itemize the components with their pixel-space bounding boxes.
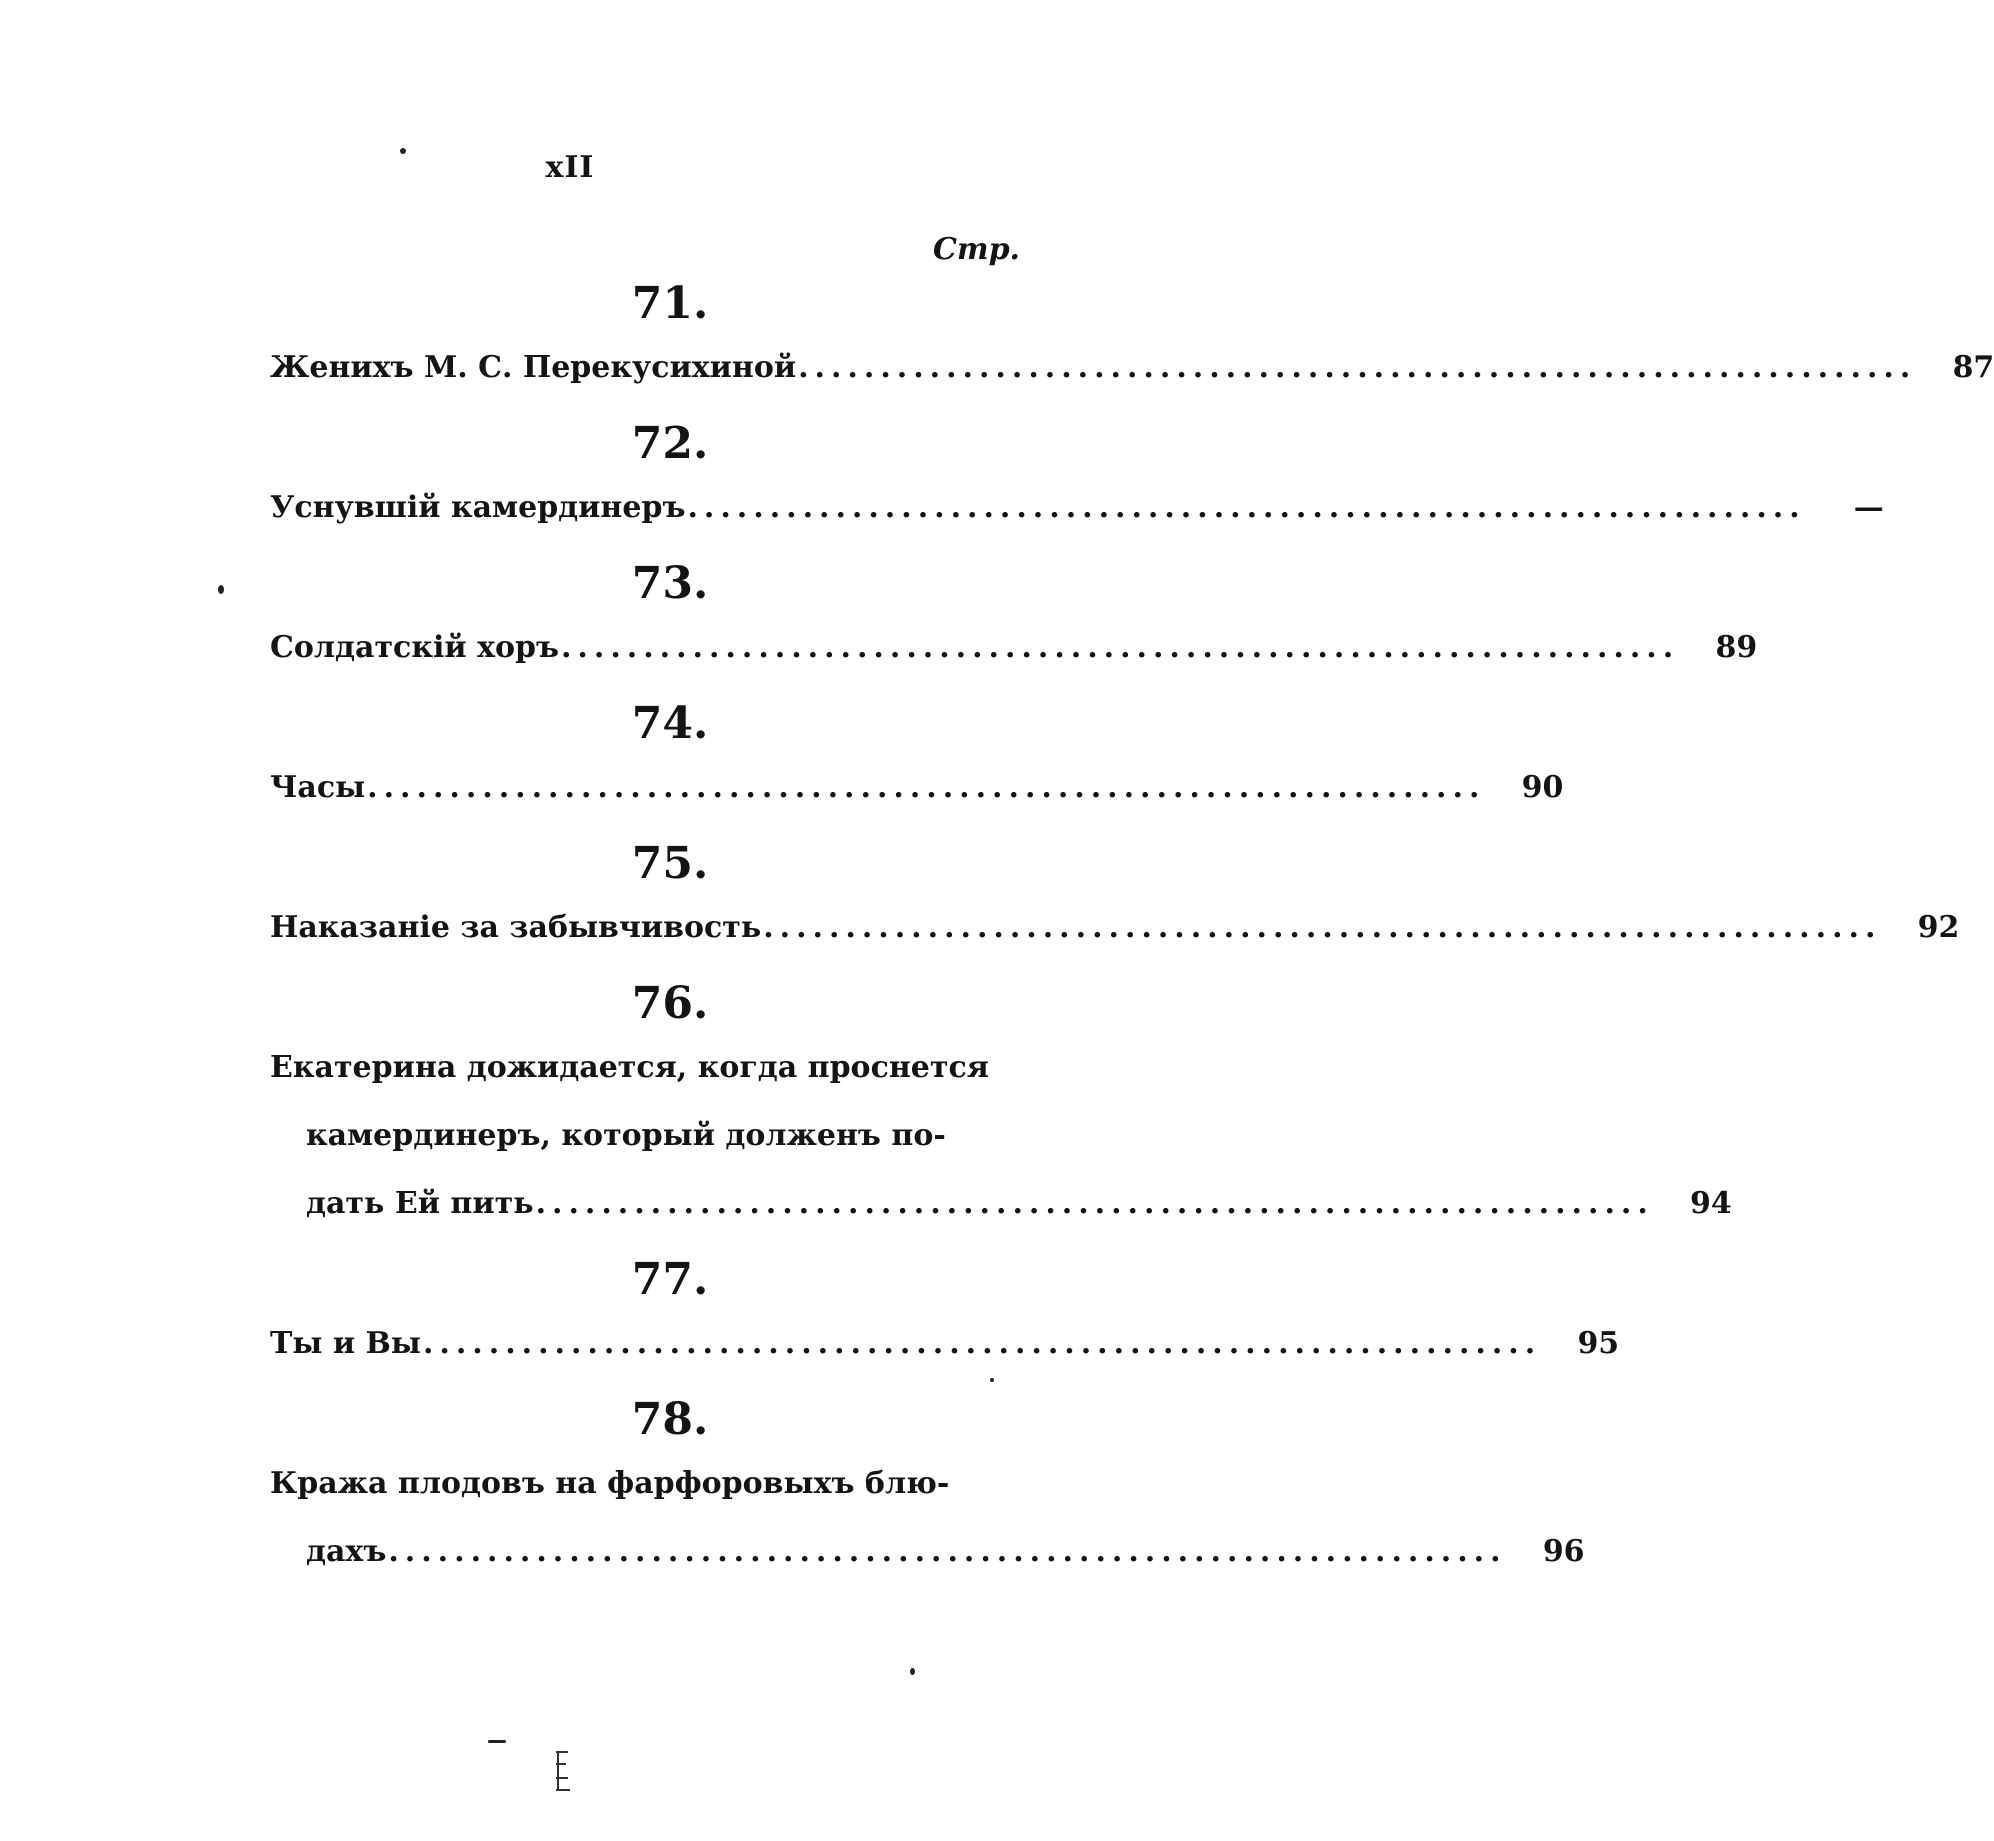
entry-number: 75.	[631, 838, 709, 889]
dot-leader: ....................................................................	[560, 630, 1680, 665]
toc-entry	[270, 474, 1884, 542]
page-number: 90	[1521, 770, 1564, 805]
page-header-roman-numeral: xII	[545, 150, 595, 185]
page-column-label: Стр.	[932, 232, 1020, 267]
page-number: 95	[1577, 1326, 1620, 1361]
page-number: 89	[1715, 630, 1758, 665]
dot-leader: ....................................................................	[535, 1186, 1654, 1221]
entry-title-line: камердинеръ, который долженъ по-	[306, 1118, 946, 1153]
dot-leader: ....................................................................	[763, 910, 1882, 945]
page-number: 92	[1917, 910, 1960, 945]
toc-entry	[270, 1310, 1620, 1378]
table-of-contents	[270, 262, 1994, 1586]
entry-title-line: Кража плодовъ на фарфоровыхъ блю-	[270, 1466, 950, 1501]
printer-mark-icon	[552, 1750, 572, 1794]
entry-number: 77.	[631, 1254, 709, 1305]
page-number: 94	[1690, 1186, 1732, 1221]
entry-number: 71.	[631, 278, 709, 329]
toc-entry	[270, 1034, 1732, 1238]
entry-title: Уснувшій камердинеръ	[270, 490, 686, 525]
entry-title: Наказаніе за забывчивость	[270, 910, 762, 945]
scan-speck	[218, 585, 224, 594]
page-number: 96	[1542, 1534, 1585, 1569]
dot-leader: ....................................................................	[422, 1326, 1542, 1361]
toc-entry	[270, 1450, 1585, 1586]
dot-leader: ....................................................................	[798, 350, 1917, 385]
entry-title: дать Ей пить	[306, 1186, 534, 1221]
entry-title: Часы	[270, 770, 366, 805]
toc-entry	[270, 614, 1758, 682]
entry-title-line: Екатерина дожидается, когда проснется	[270, 1050, 989, 1085]
entry-number: 76.	[631, 978, 709, 1029]
scan-speck	[400, 148, 406, 154]
toc-entry	[270, 894, 1960, 962]
entry-number: 74.	[631, 698, 709, 749]
entry-title: Солдатскій хоръ	[270, 630, 559, 665]
entry-title: дахъ	[306, 1534, 387, 1569]
toc-entry	[270, 754, 1564, 822]
entry-number: 73.	[631, 558, 709, 609]
toc-entry	[270, 334, 1994, 402]
dot-leader: ....................................................................	[388, 1534, 1507, 1569]
scan-speck	[910, 1668, 915, 1675]
scan-speck	[990, 1378, 994, 1382]
entry-title: Женихъ М. С. Перекусихиной	[270, 350, 797, 385]
dot-leader: ....................................................................	[687, 490, 1806, 525]
entry-title: Ты и Вы	[270, 1326, 421, 1361]
page-number: 87	[1952, 350, 1994, 385]
dot-leader: ....................................................................	[367, 770, 1486, 805]
entry-number: 72.	[631, 418, 709, 469]
scan-speck	[488, 1740, 506, 1743]
page-number: —	[1853, 490, 1884, 525]
entry-number: 78.	[631, 1394, 709, 1445]
